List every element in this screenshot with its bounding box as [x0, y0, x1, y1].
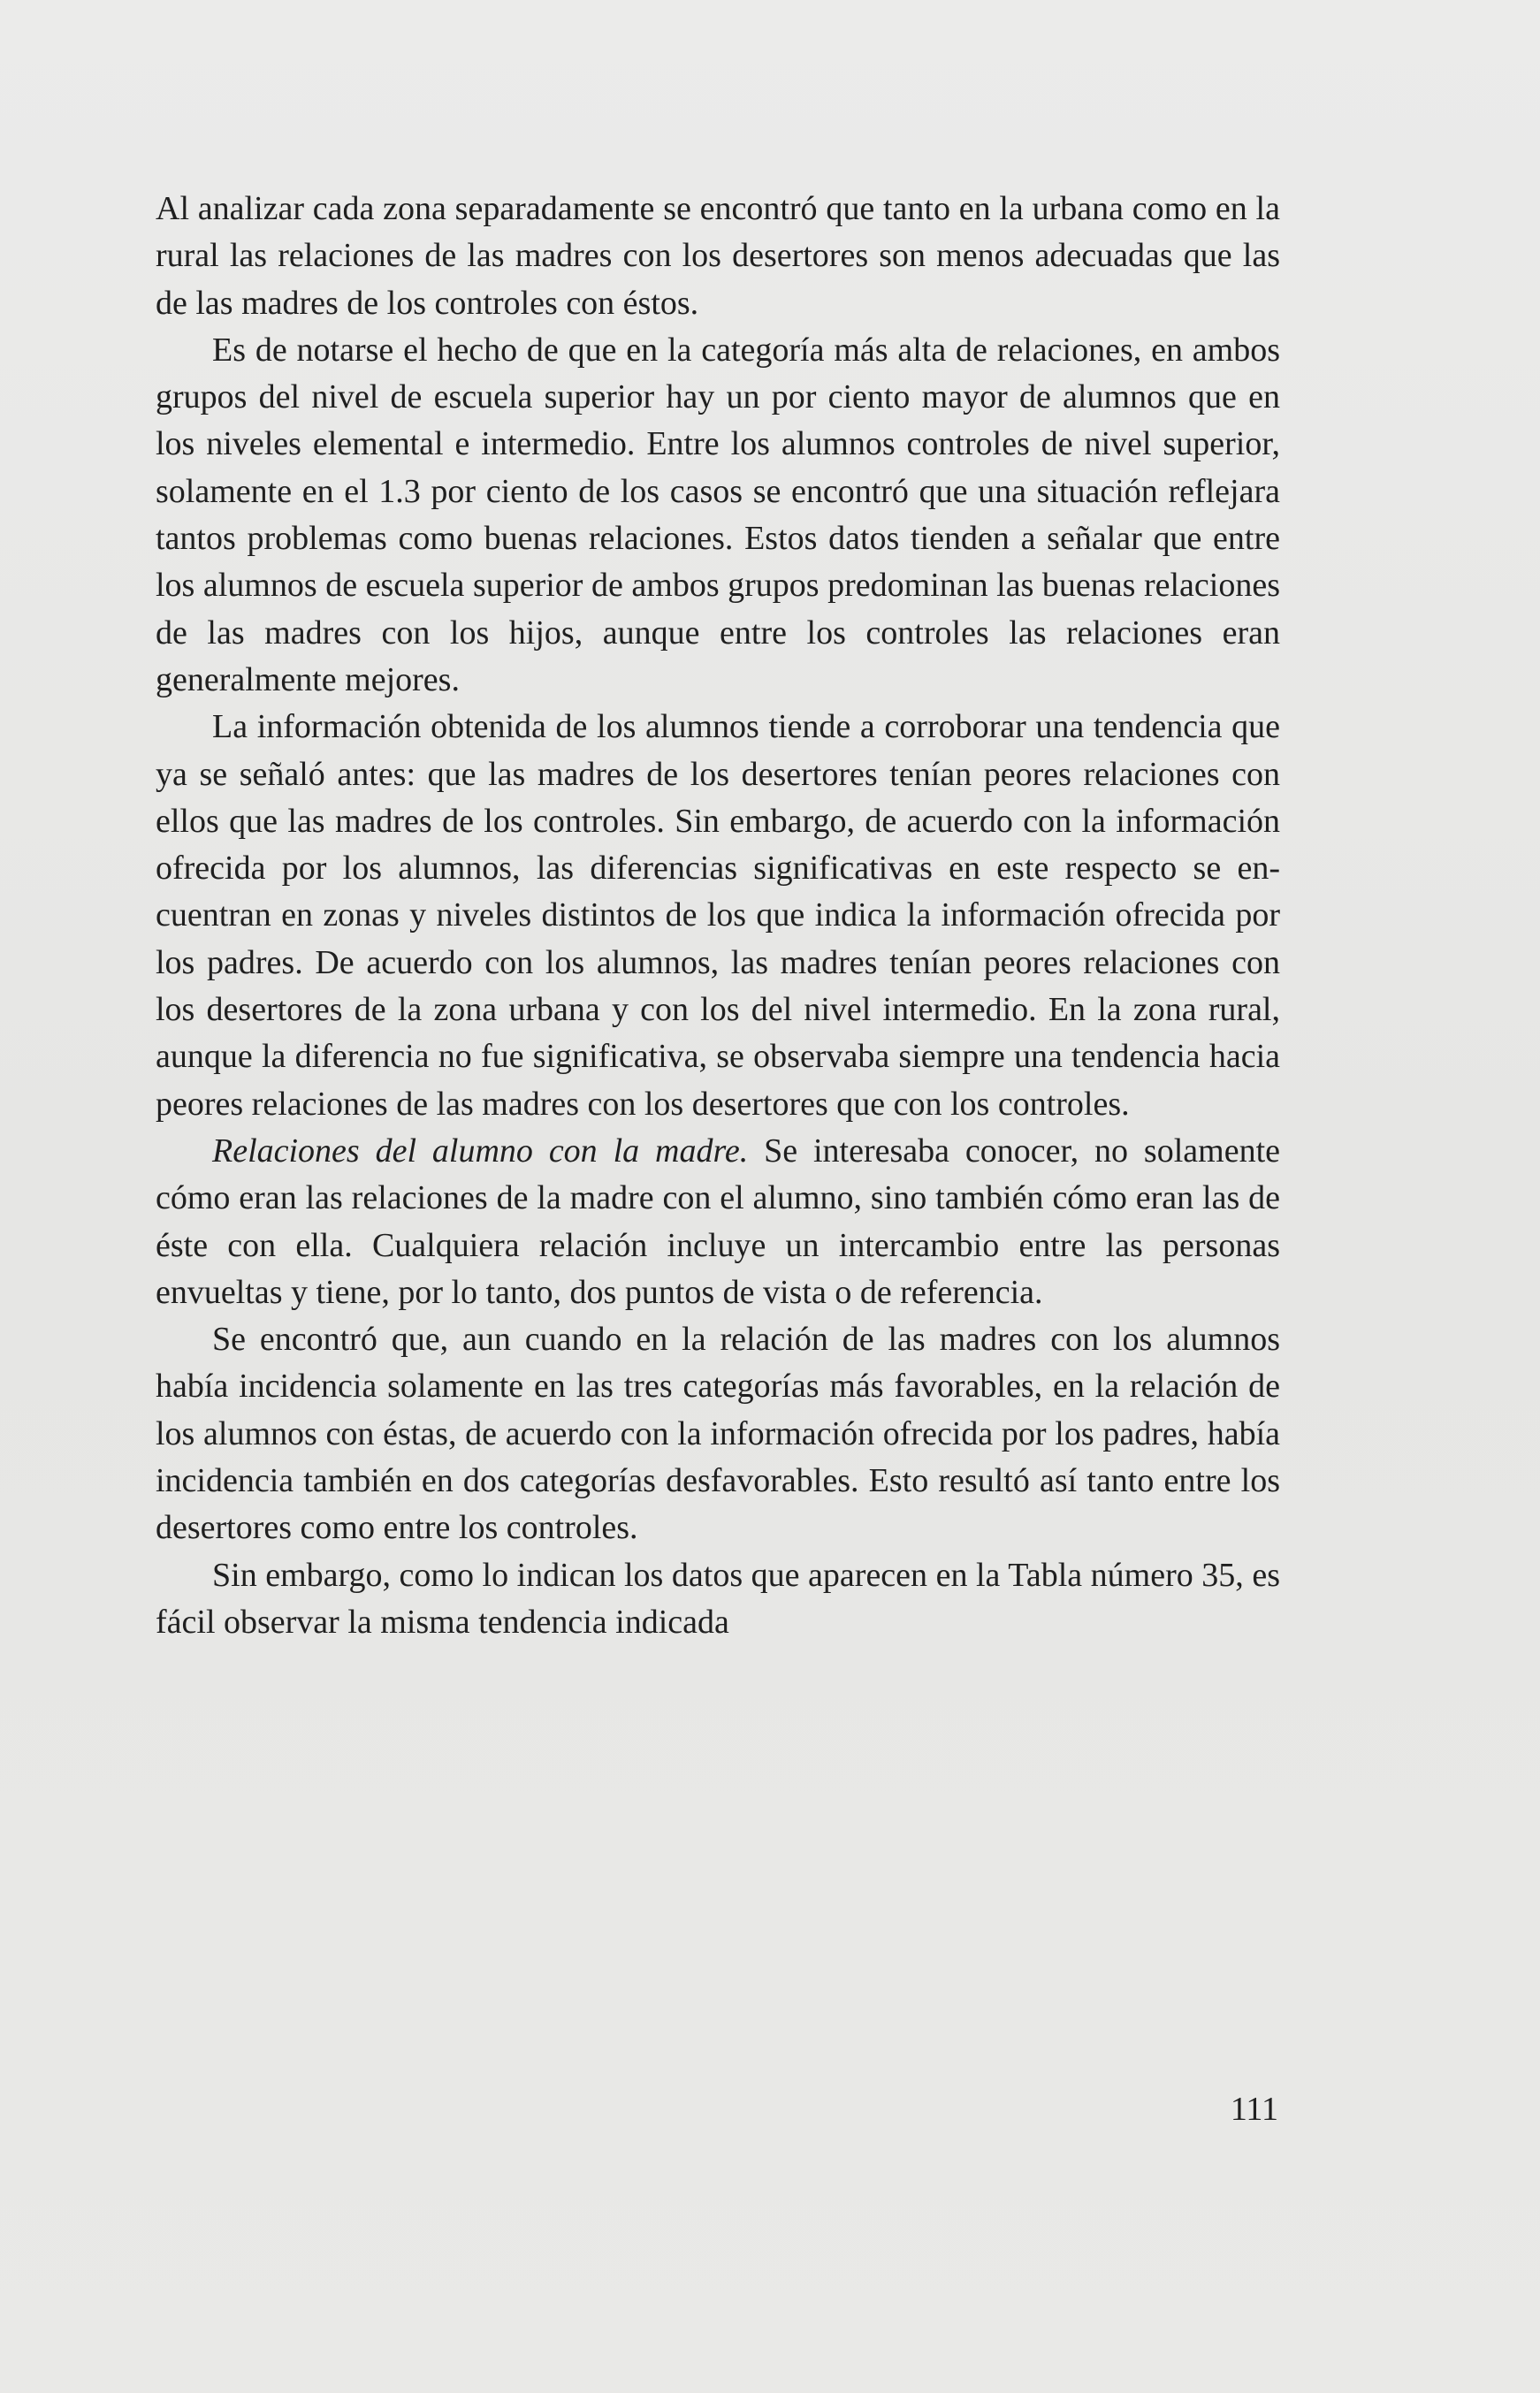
paragraph-6-text: Sin embargo, como lo indican los datos que aparecen en la Tabla número 35, es fácil observar la misma tendencia indicada — [156, 1556, 1280, 1641]
paragraph-3 — [156, 704, 1280, 1128]
section-heading-italic: Relaciones del alumno con la madre. — [212, 1132, 749, 1170]
paragraph-1 — [156, 186, 1280, 327]
paragraph-3-text: La información obtenida de los alumnos tiende a corroborar una tendencia que ya se señaló antes: que las madres de los desertores tenían peores relaciones con ellos que las madres de los controles. Sin embargo, de acuerdo con la información ofrecida por los alumnos, las diferencias significativas en este respecto se encuentran en zonas y niveles distintos de los que indica la información ofrecida por los padres. De acuerdo con los alumnos, las madres tenían peores relaciones con los desertores de la zona urbana y con los del nivel intermedio. En la zona rural, aunque la diferencia no fue significativa, se observaba siempre una tendencia hacia peores relaciones de las madres con los desertores que con los controles. — [156, 708, 1280, 1123]
paragraph-4-text: Se interesaba conocer, no solamente cómo eran las relaciones de la madre con el alumno, sino también cómo eran las de éste con ella. Cualquiera relación incluye un intercambio entre las personas envueltas y tiene, por lo tanto, dos puntos de vista o de referencia. — [156, 1132, 1280, 1311]
paragraph-6 — [156, 1552, 1280, 1647]
paragraph-2 — [156, 327, 1280, 704]
page-number: 111 — [1230, 2091, 1278, 2128]
paragraph-5 — [156, 1316, 1280, 1551]
paragraph-2-text: Es de notarse el hecho de que en la categoría más alta de relaciones, en ambos grupos del nivel de escuela superior hay un por ciento mayor de alumnos que en los niveles elemental e intermedio. Entre los alumnos controles de nivel superior, solamente en el 1.3 por ciento de los casos se encontró que una situación reflejara tantos problemas como buenas relaciones. Estos datos tienden a señalar que entre los alumnos de escuela superior de ambos grupos predominan las buenas relaciones de las madres con los hijos, aunque entre los controles las relaciones eran generalmente mejores. — [156, 331, 1280, 698]
body-text — [156, 186, 1280, 1646]
paragraph-1-text: Al analizar cada zona separadamente se encontró que tanto en la urbana como en la rural las relaciones de las madres con los desertores son menos adecuadas que las de las madres de los controles con éstos. — [156, 190, 1280, 322]
paragraph-4 — [156, 1128, 1280, 1316]
paragraph-5-text: Se encontró que, aun cuando en la relación de las madres con los alumnos había incidencia solamente en las tres categorías más favorables, en la relación de los alumnos con éstas, de acuerdo con la información ofrecida por los padres, había incidencia también en dos categorías desfavorables. Esto resultó así tanto entre los desertores como entre los controles. — [156, 1321, 1280, 1547]
